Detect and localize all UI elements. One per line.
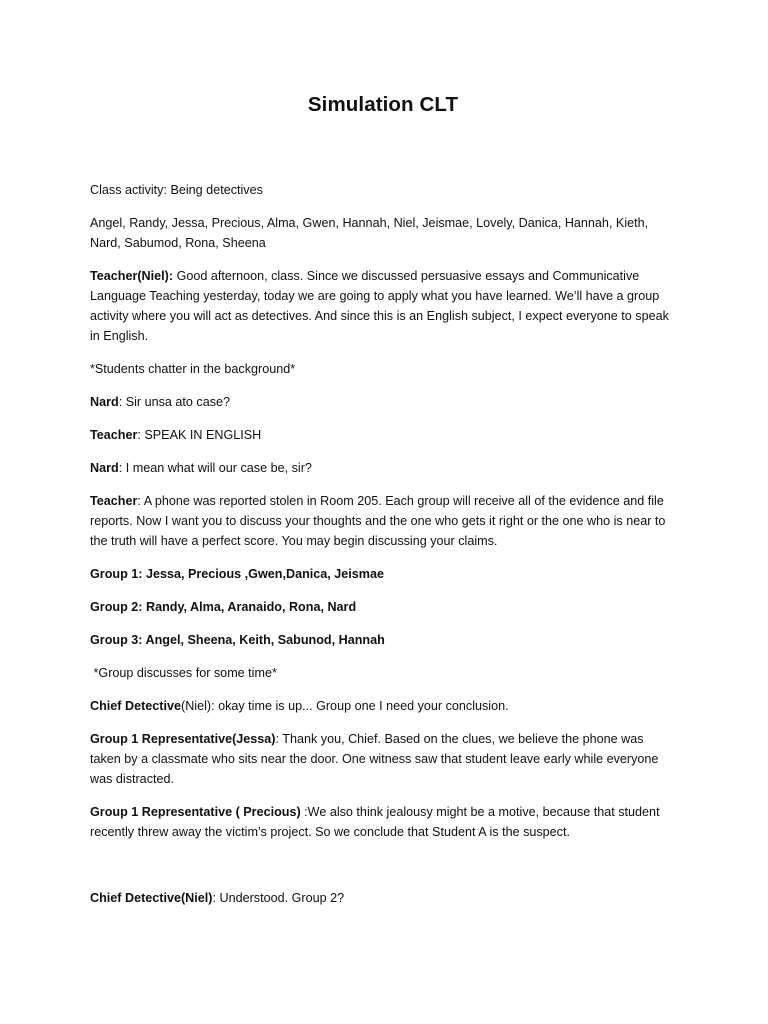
speaker-separator: : xyxy=(300,805,308,819)
speaker-name: Teacher xyxy=(90,428,138,442)
dialogue-text: (Niel): okay time is up... Group one I need your conclusion. xyxy=(181,699,509,713)
dialogue-line-chief-2 xyxy=(90,888,676,908)
dialogue-text: Understood. Group 2? xyxy=(219,891,345,905)
dialogue-text: We also think jealousy might be a motive, because that student recently threw away the victim’s project. So we conclude that Student A is the suspect. xyxy=(90,805,660,839)
speaker-separator: : xyxy=(137,494,144,508)
speaker-name: Nard xyxy=(90,461,119,475)
dialogue-line-group1-jessa xyxy=(90,729,676,789)
speaker-separator: : xyxy=(137,428,145,442)
dialogue-text: Good afternoon, class. Since we discussed persuasive essays and Communicative Language Teaching yesterday, today we are going to apply what you have learned. We’ll have a group activity where you will act as detectives. And since this is an English subject, I expect everyone to speak in English. xyxy=(90,269,669,343)
activity-line: Class activity: Being detectives xyxy=(90,183,263,197)
document-title: Simulation CLT xyxy=(307,93,459,116)
dialogue-line-nard-2 xyxy=(90,458,676,478)
dialogue-text: SPEAK IN ENGLISH xyxy=(144,428,262,442)
speaker-separator: : xyxy=(212,891,220,905)
participants-line: Angel, Randy, Jessa, Precious, Alma, Gwen, Hannah, Niel, Jeismae, Lovely, Danica, Hannah, Kieth, Nard, Sabumod, Rona, Sheena xyxy=(90,216,649,250)
dialogue-line-chief-1 xyxy=(90,696,676,716)
speaker-name: Teacher xyxy=(90,494,138,508)
group-3-line: Group 3: Angel, Sheena, Keith, Sabunod, Hannah xyxy=(90,633,385,647)
speaker-separator: : xyxy=(168,269,177,283)
dialogue-line-teacher-intro xyxy=(90,266,676,346)
speaker-name: Group 1 Representative(Jessa) xyxy=(90,732,276,746)
dialogue-line-group1-precious xyxy=(90,802,676,842)
stage-note-group-discussion: *Group discusses for some time* xyxy=(90,666,277,680)
speaker-name: Nard xyxy=(90,395,119,409)
dialogue-line-nard-1 xyxy=(90,392,676,412)
dialogue-text: Sir unsa ato case? xyxy=(125,395,231,409)
dialogue-line-teacher-case xyxy=(90,491,676,551)
group-2-line: Group 2: Randy, Alma, Aranaido, Rona, Nard xyxy=(90,600,357,614)
dialogue-text: Thank you, Chief. Based on the clues, we believe the phone was taken by a classmate who sits near the door. One witness saw that student leave early while everyone was distracted. xyxy=(90,732,659,786)
speaker-name: Chief Detective xyxy=(90,699,181,713)
stage-note-chatter: *Students chatter in the background* xyxy=(90,362,296,376)
speaker-separator: : xyxy=(118,395,126,409)
dialogue-text: I mean what will our case be, sir? xyxy=(125,461,312,475)
speaker-separator: : xyxy=(275,732,283,746)
speaker-name: Teacher(Niel) xyxy=(90,269,169,283)
dialogue-line-teacher-speak xyxy=(90,425,676,445)
dialogue-text: A phone was reported stolen in Room 205. Each group will receive all of the evidence and file reports. Now I want you to discuss your thoughts and the one who gets it right or the one who is near to the truth will have a perfect score. You may begin discussing your claims. xyxy=(90,494,666,548)
speaker-separator: : xyxy=(118,461,126,475)
group-1-line: Group 1: Jessa, Precious ,Gwen,Danica, Jeismae xyxy=(90,567,384,581)
speaker-name: Group 1 Representative ( Precious) xyxy=(90,805,301,819)
speaker-name: Chief Detective(Niel) xyxy=(90,891,213,905)
